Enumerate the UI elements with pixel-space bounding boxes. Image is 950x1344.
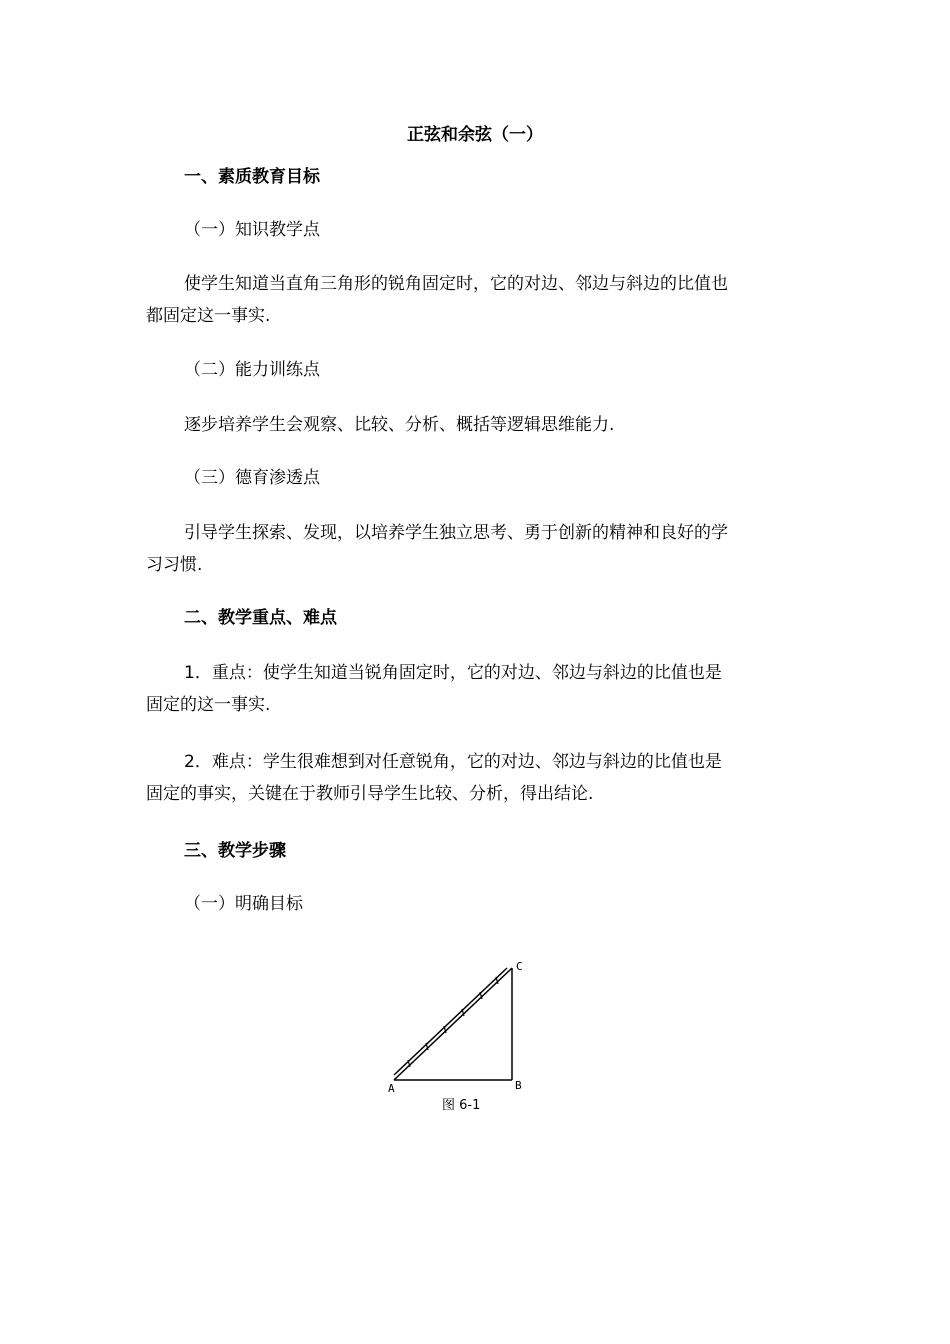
figure-caption: 图 6-1 xyxy=(442,1098,481,1113)
subheading-clear-goal: （一）明确目标 xyxy=(184,894,303,914)
section-heading-keypoints: 二、教学重点、难点 xyxy=(184,608,337,628)
paragraph-line: 固定的这一事实. xyxy=(146,695,271,715)
subheading-ability: （二）能力训练点 xyxy=(184,360,320,380)
vertex-label-a: A xyxy=(388,1082,395,1095)
section-heading-goals: 一、素质教育目标 xyxy=(184,167,320,187)
subheading-moral: （三）德育渗透点 xyxy=(184,468,320,488)
paragraph-line: 都固定这一事实. xyxy=(146,306,271,326)
paragraph-line: 2．难点：学生很难想到对任意锐角，它的对边、邻边与斜边的比值也是 xyxy=(184,752,722,772)
vertex-label-c: C xyxy=(516,960,523,973)
triangle-figure xyxy=(380,956,540,1096)
side-ac-upper xyxy=(394,968,507,1075)
paragraph-line: 1．重点：使学生知道当锐角固定时，它的对边、邻边与斜边的比值也是 xyxy=(184,663,722,683)
subheading-knowledge: （一）知识教学点 xyxy=(184,220,320,240)
paragraph-knowledge xyxy=(146,268,806,332)
paragraph-line: 习习惯. xyxy=(146,555,203,575)
paragraph-difficulty xyxy=(146,746,806,810)
paragraph-line: 使学生知道当直角三角形的锐角固定时，它的对边、邻边与斜边的比值也 xyxy=(184,274,728,294)
section-heading-steps: 三、教学步骤 xyxy=(184,841,286,861)
paragraph-ability: 逐步培养学生会观察、比较、分析、概括等逻辑思维能力. xyxy=(184,415,615,435)
paragraph-moral xyxy=(146,517,806,581)
vertex-label-b: B xyxy=(515,1079,522,1092)
paragraph-line: 引导学生探索、发现，以培养学生独立思考、勇于创新的精神和良好的学 xyxy=(184,523,728,543)
paragraph-line: 固定的事实，关键在于教师引导学生比较、分析，得出结论. xyxy=(146,784,594,804)
page-title: 正弦和余弦（一） xyxy=(407,125,543,145)
paragraph-keypoint xyxy=(146,657,806,721)
side-ac-lower xyxy=(394,968,512,1080)
